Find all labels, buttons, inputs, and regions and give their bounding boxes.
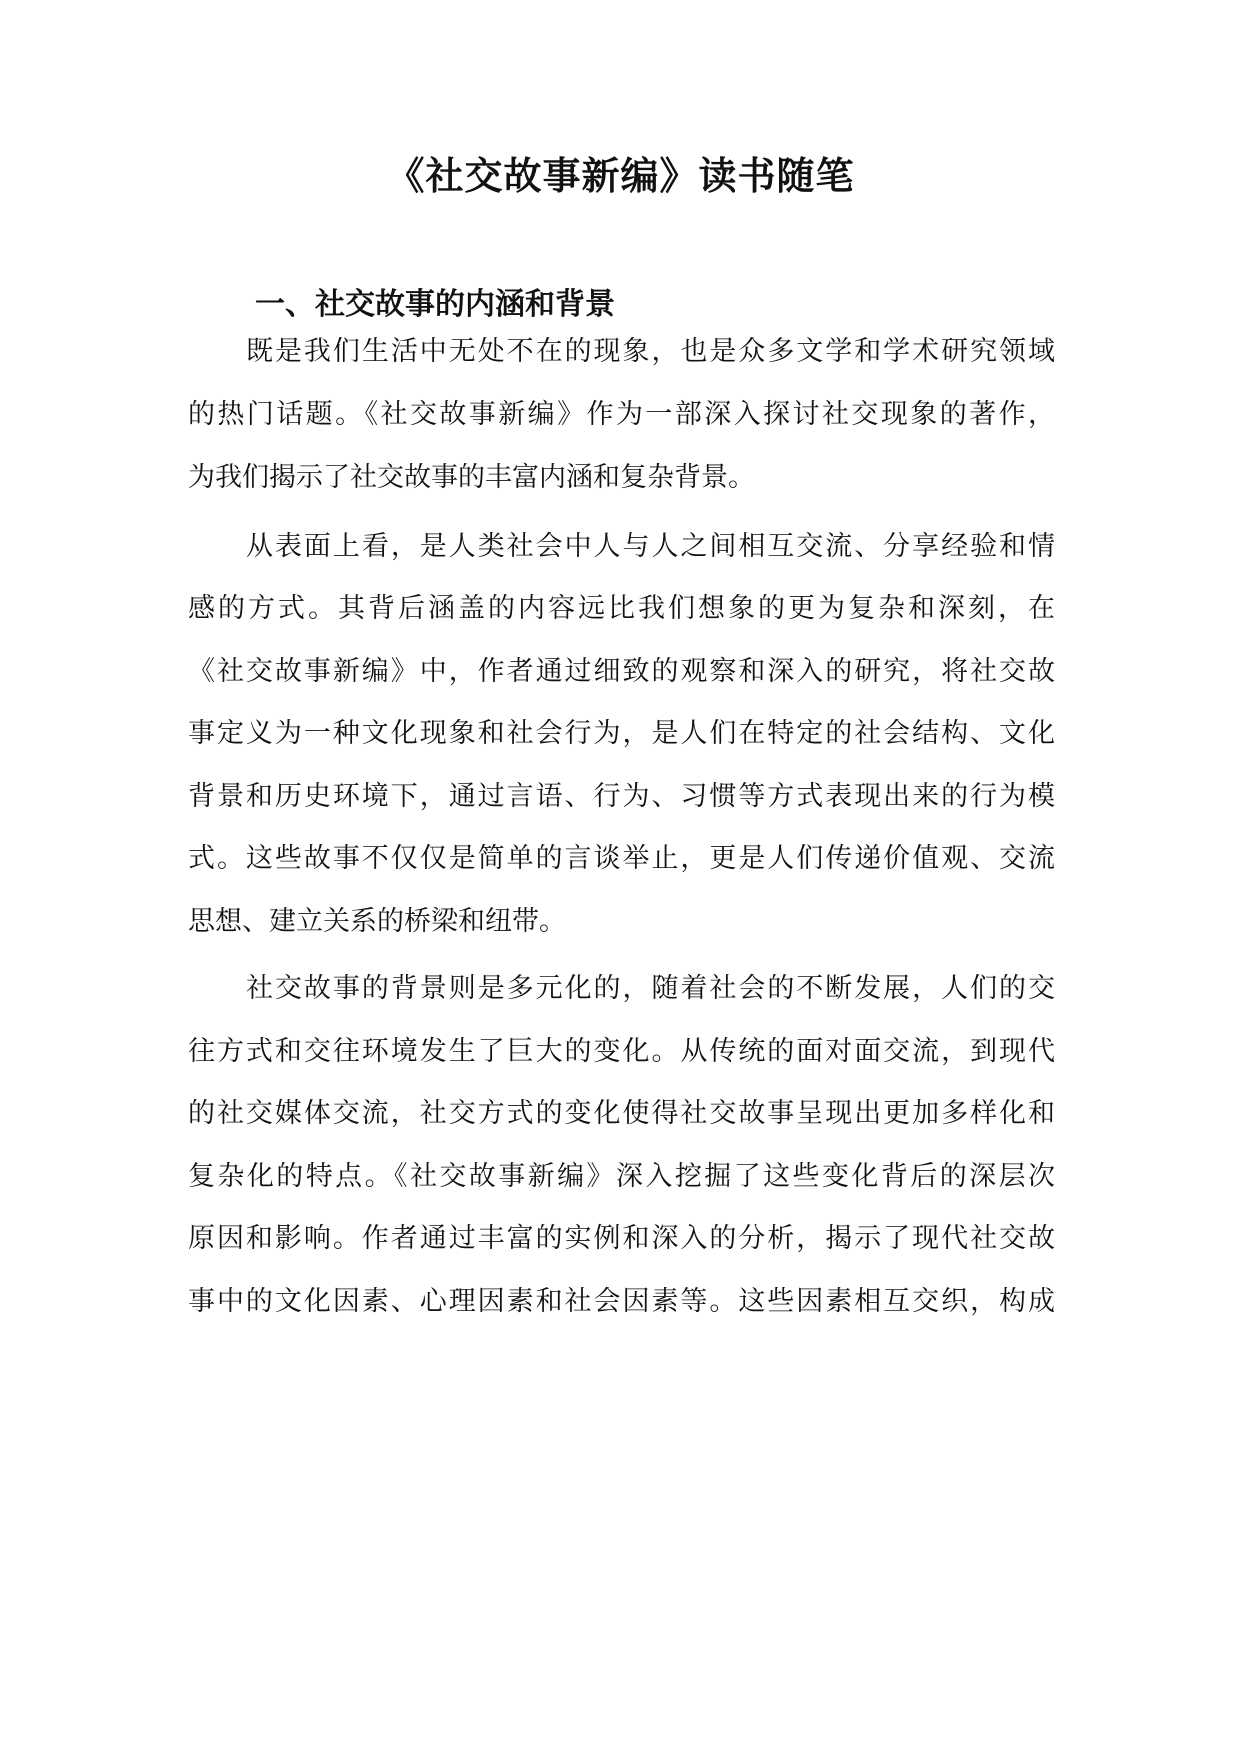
paragraph-line: 的热门话题。《社交故事新编》作为一部深入探讨社交现象的著作， — [188, 399, 1055, 430]
document-title: 《社交故事新编》读书随笔 — [386, 153, 855, 198]
paragraph-line: 往方式和交往环境发生了巨大的变化。从传统的面对面交流，到现代 — [188, 1036, 1055, 1067]
paragraph-line: 从表面上看，是人类社会中人与人之间相互交流、分享经验和情 — [246, 531, 1055, 562]
paragraph-line: 为我们揭示了社交故事的丰富内涵和复杂背景。 — [188, 462, 755, 493]
paragraph-line: 的社交媒体交流，社交方式的变化使得社交故事呈现出更加多样化和 — [188, 1098, 1055, 1129]
paragraph-line: 既是我们生活中无处不在的现象，也是众多文学和学术研究领域 — [246, 336, 1055, 367]
section-heading: 一、社交故事的内涵和背景 — [255, 287, 615, 322]
paragraph-line: 社交故事的背景则是多元化的，随着社会的不断发展，人们的交 — [246, 973, 1055, 1004]
paragraph-line: 事定义为一种文化现象和社会行为，是人们在特定的社会结构、文化 — [188, 718, 1055, 749]
paragraph-line: 式。这些故事不仅仅是简单的言谈举止，更是人们传递价值观、交流 — [188, 843, 1055, 874]
paragraph-line: 《社交故事新编》中，作者通过细致的观察和深入的研究，将社交故 — [188, 656, 1055, 687]
paragraph-line: 原因和影响。作者通过丰富的实例和深入的分析，揭示了现代社交故 — [188, 1223, 1055, 1254]
paragraph-line: 感的方式。其背后涵盖的内容远比我们想象的更为复杂和深刻，在 — [188, 593, 1055, 624]
paragraph-line: 背景和历史环境下，通过言语、行为、习惯等方式表现出来的行为模 — [188, 781, 1055, 812]
paragraph-line: 思想、建立关系的桥梁和纽带。 — [188, 906, 566, 937]
paragraph-line: 复杂化的特点。《社交故事新编》深入挖掘了这些变化背后的深层次 — [188, 1161, 1055, 1192]
paragraph-line: 事中的文化因素、心理因素和社会因素等。这些因素相互交织，构成 — [188, 1286, 1055, 1317]
